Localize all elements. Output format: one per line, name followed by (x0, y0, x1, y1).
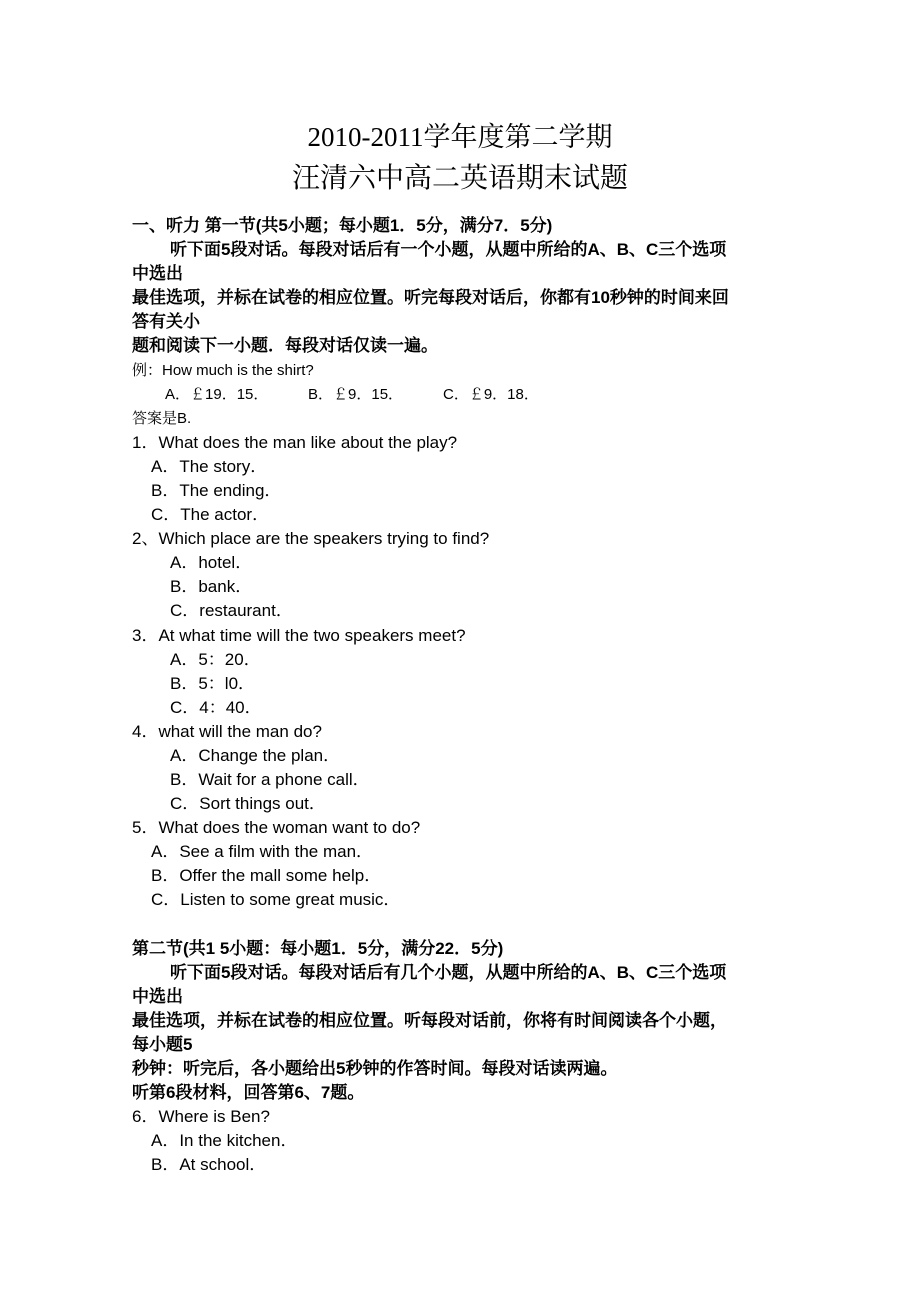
exam-name-title: 汪清六中高二英语期末试题 (291, 163, 628, 194)
section1-heading: 一、听力 第一节(共5小题；每小题1．5分，满分7．5分) (132, 216, 553, 235)
exam-term-title: 2010-2011学年度第二学期 (307, 122, 613, 152)
answer-option: B．The ending． (151, 481, 282, 500)
answer-option: B．At school． (151, 1155, 267, 1174)
answer-option: A．hotel． (170, 553, 253, 572)
example-answer: 答案是B. (132, 410, 192, 427)
question-text: 5．What does the woman want to do? (132, 818, 421, 837)
answer-option: C．Listen to some great music． (151, 890, 401, 909)
section1-instruction: 听下面5段对话。每段对话后有一个小题，从题中所给的A、B、C三个选项 (170, 240, 727, 259)
section1-instruction: 最佳选项，并标在试卷的相应位置。听完每段对话后，你都有10秒钟的时间来回 (132, 288, 729, 307)
question-text: 1．What does the man like about the play? (132, 433, 458, 452)
section2-instruction: 每小题5 (132, 1035, 193, 1054)
section1-instruction: 中选出 (132, 264, 183, 283)
answer-option: A．The story． (151, 457, 268, 476)
section2-instruction: 中选出 (132, 987, 183, 1006)
section2-instruction: 秒钟：听完后，各小题给出5秒钟的作答时间。每段对话读两遍。 (132, 1059, 618, 1078)
section1-instruction: 答有关小 (132, 312, 200, 331)
answer-option: B．5：l0． (170, 674, 256, 693)
example-option: C．￡9．18． (443, 386, 539, 403)
answer-option: A．5：20． (170, 650, 261, 669)
answer-option: B．Offer the mall some help． (151, 866, 382, 885)
answer-option: A．See a film with the man． (151, 842, 374, 861)
example-option: B．￡9．15． (308, 386, 404, 403)
answer-option: C．Sort things out． (170, 794, 326, 813)
answer-option: A．In the kitchen． (151, 1131, 298, 1150)
question-text: 6．Where is Ben? (132, 1107, 270, 1126)
answer-option: C．4：40． (170, 698, 262, 717)
question-text: 3．At what time will the two speakers meet? (132, 626, 466, 645)
material-note: 听第6段材料，回答第6、7题。 (132, 1083, 365, 1102)
answer-option: A．Change the plan． (170, 746, 341, 765)
example-question: 例：How much is the shirt? (132, 362, 314, 379)
section2-heading: 第二节(共1 5小题：每小题1．5分，满分22．5分) (132, 939, 504, 958)
section1-instruction: 题和阅读下一小题．每段对话仅读一遍。 (132, 336, 438, 355)
example-options (165, 383, 539, 407)
section2-instruction: 听下面5段对话。每段对话后有几个小题，从题中所给的A、B、C三个选项 (170, 963, 727, 982)
question-text: 2、Which place are the speakers trying to find? (132, 529, 490, 548)
answer-option: B．Wait for a phone call． (170, 770, 370, 789)
section2-instruction: 最佳选项，并标在试卷的相应位置。听每段对话前，你将有时间阅读各个小题， (132, 1011, 727, 1030)
answer-option: C．The actor． (151, 505, 270, 524)
answer-option: C．restaurant． (170, 601, 293, 620)
example-option: A．￡19．15． (165, 386, 269, 403)
question-text: 4．what will the man do? (132, 722, 322, 741)
answer-option: B．bank． (170, 577, 253, 596)
